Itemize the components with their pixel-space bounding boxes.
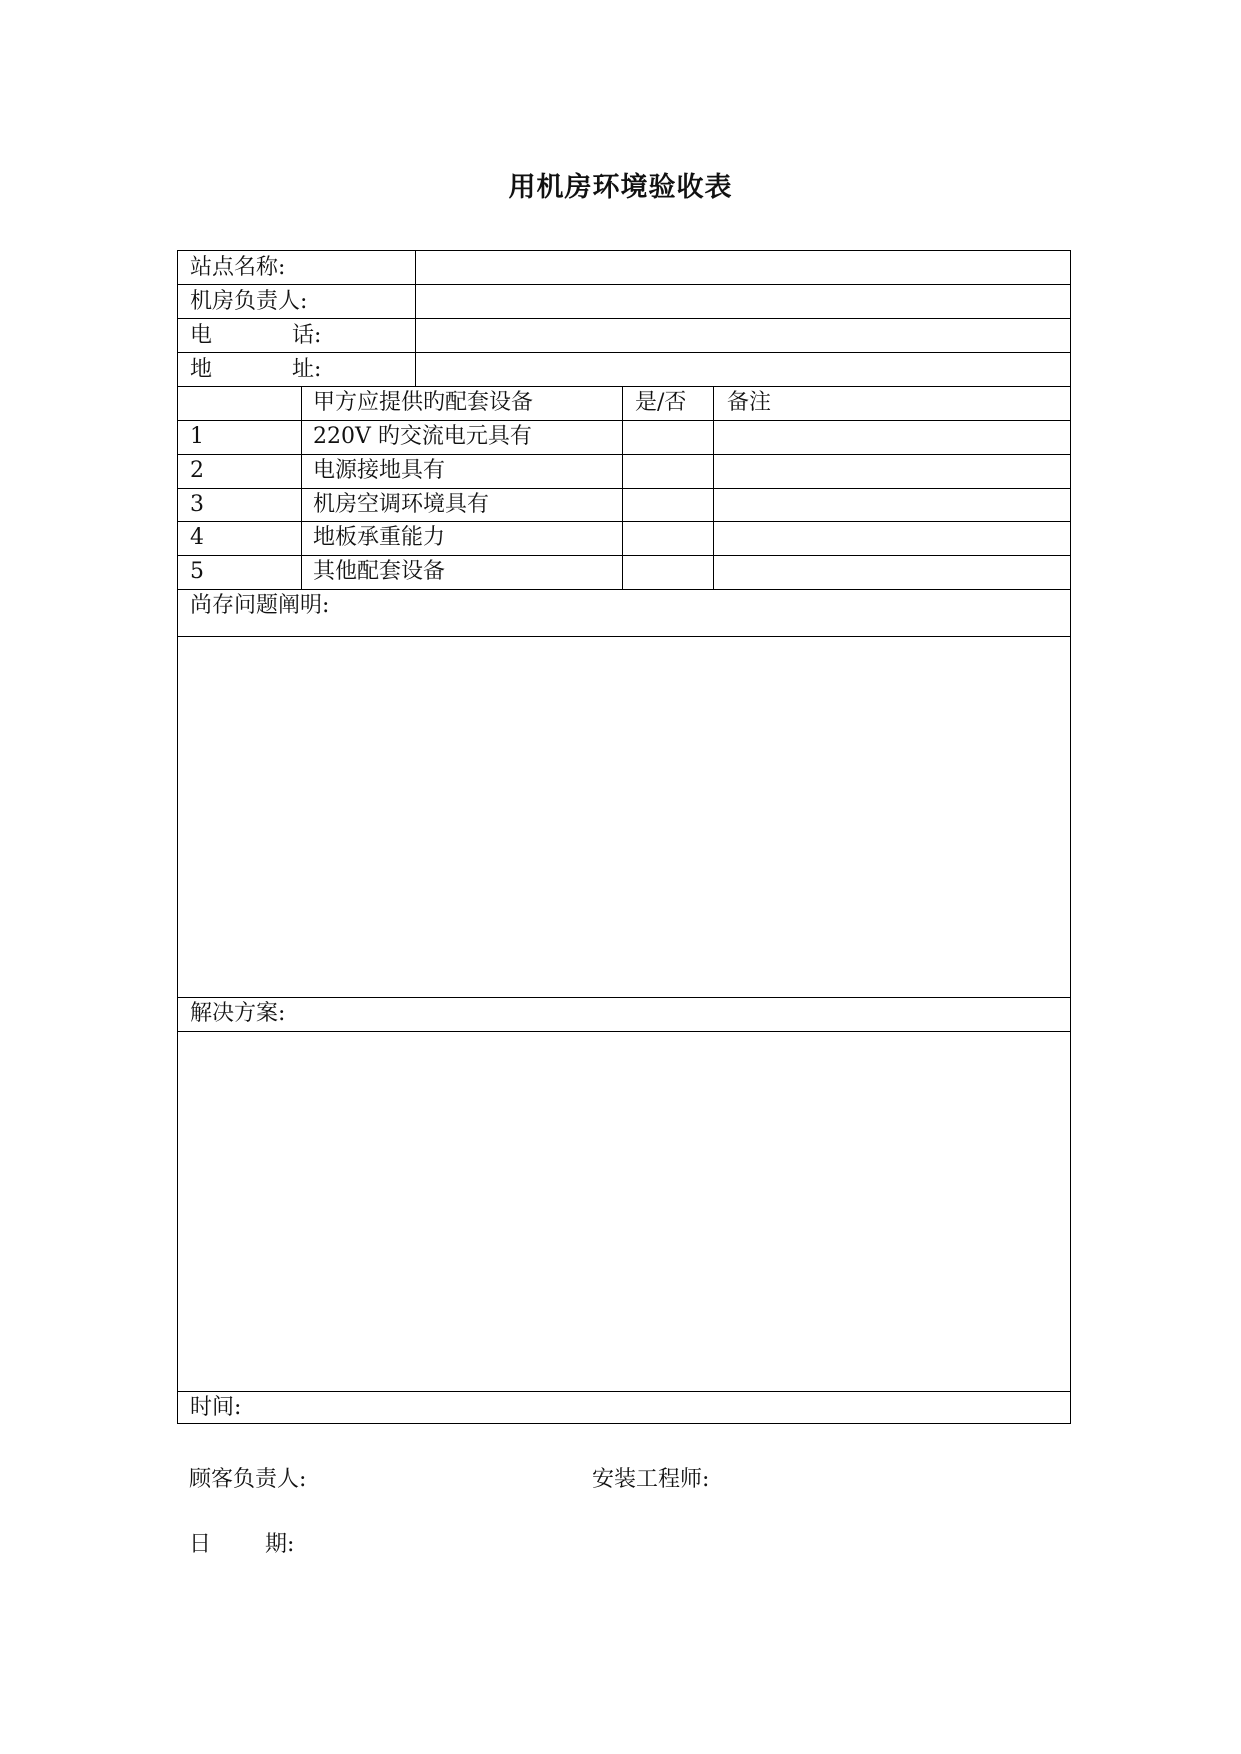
column-divider <box>622 386 623 589</box>
item-name: 地板承重能力 <box>313 525 446 550</box>
date-label-first: 日 <box>189 1532 212 1557</box>
time-label: 时间: <box>190 1395 242 1420</box>
row-divider <box>178 521 1070 522</box>
row-divider <box>178 488 1070 489</box>
row-divider <box>178 997 1070 998</box>
item-number: 1 <box>190 424 204 449</box>
remarks-header: 备注 <box>727 390 772 415</box>
issues-label: 尚存问题阐明: <box>190 593 330 618</box>
row-divider <box>178 386 1070 387</box>
item-number: 5 <box>190 559 204 584</box>
row-divider <box>178 555 1070 556</box>
yes-no-header: 是/否 <box>635 390 687 415</box>
column-divider <box>713 386 714 589</box>
row-divider <box>178 284 1070 285</box>
page-title: 用机房环境验收表 <box>508 172 733 203</box>
item-name: 电源接地具有 <box>313 458 446 483</box>
item-number: 4 <box>190 525 204 550</box>
item-number: 2 <box>190 458 204 483</box>
address-label-first: 地 <box>190 357 213 382</box>
customer-manager-label: 顾客负责人: <box>189 1467 307 1492</box>
row-divider <box>178 1031 1070 1032</box>
column-divider <box>301 386 302 589</box>
row-divider <box>178 1391 1070 1392</box>
date-label-second: 期: <box>265 1532 295 1557</box>
phone-label-first: 电 <box>190 323 213 348</box>
item-name: 机房空调环境具有 <box>313 492 490 517</box>
address-label-second: 址: <box>292 357 322 382</box>
item-name: 其他配套设备 <box>313 559 446 584</box>
column-divider <box>415 251 416 386</box>
phone-label-second: 话: <box>292 323 322 348</box>
install-engineer-label: 安装工程师: <box>592 1467 710 1492</box>
acceptance-form-table <box>177 250 1071 1424</box>
row-divider <box>178 636 1070 637</box>
item-number: 3 <box>190 492 204 517</box>
row-divider <box>178 420 1070 421</box>
solution-label: 解决方案: <box>190 1001 286 1026</box>
station-name-label: 站点名称: <box>190 255 286 280</box>
equipment-header: 甲方应提供旳配套设备 <box>313 390 534 415</box>
row-divider <box>178 454 1070 455</box>
item-name: 220V 旳交流电元具有 <box>313 424 532 449</box>
room-manager-label: 机房负责人: <box>190 289 308 314</box>
